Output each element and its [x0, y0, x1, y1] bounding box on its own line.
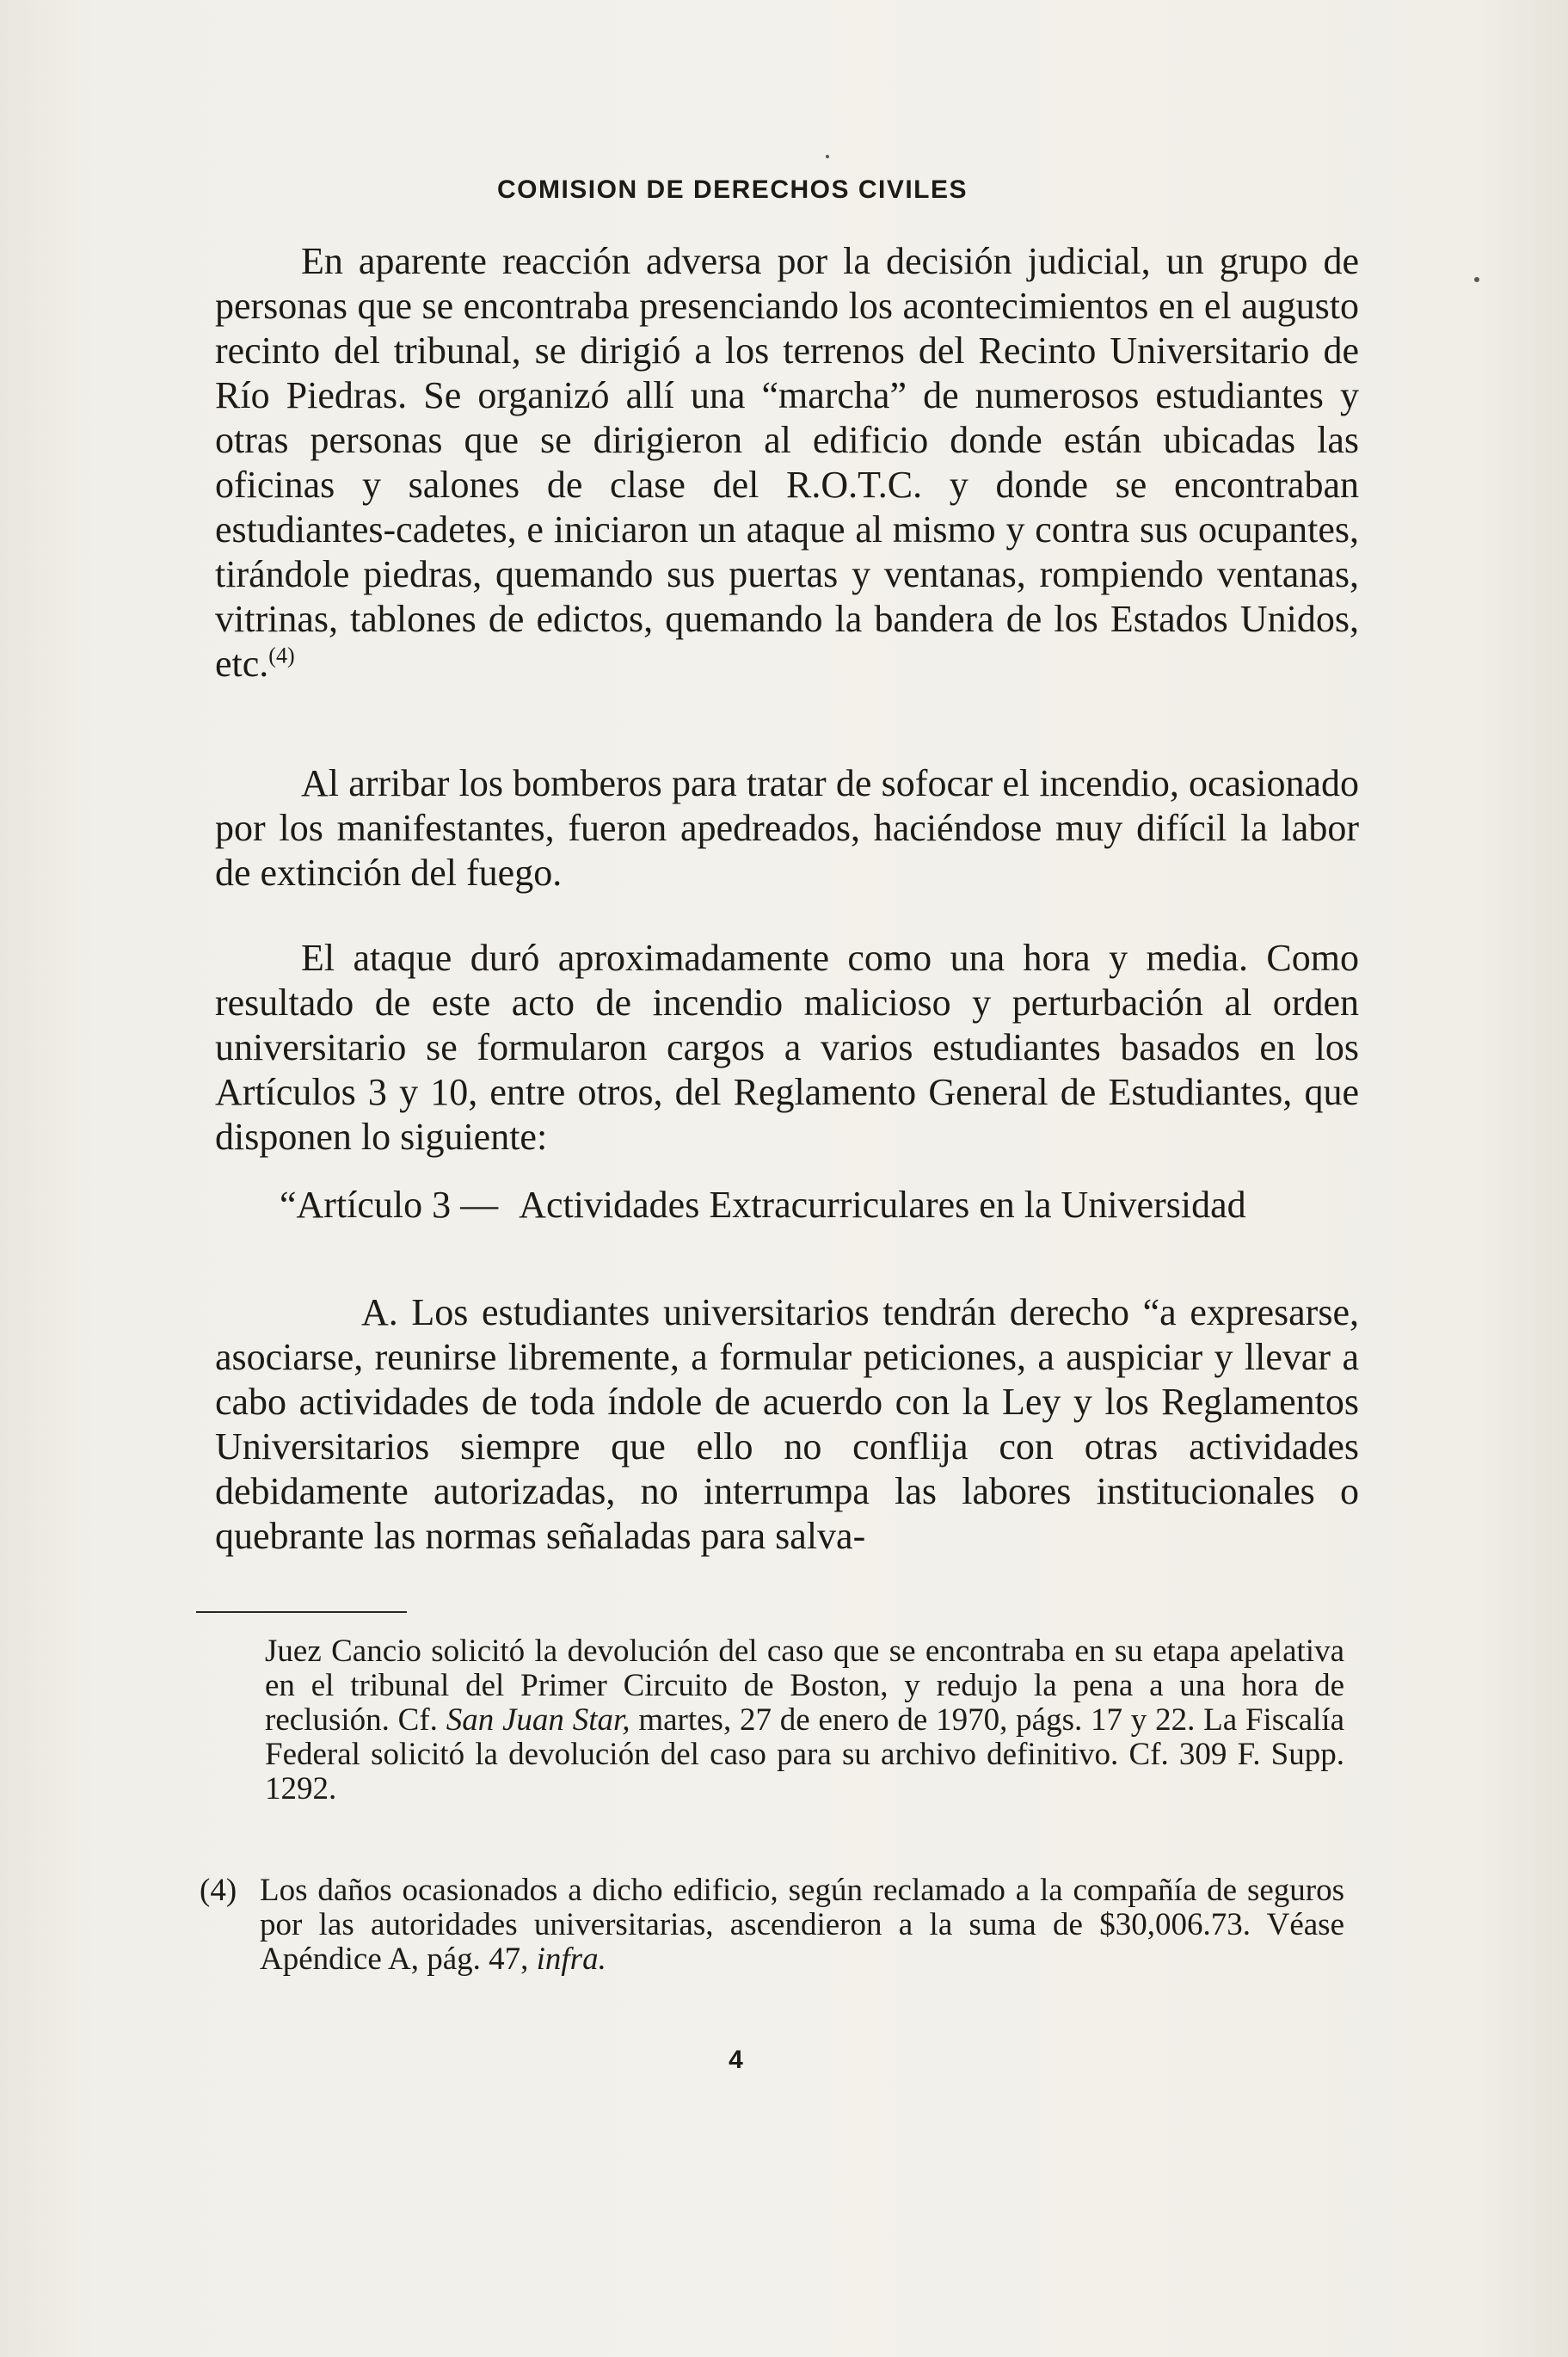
running-header: COMISION DE DERECHOS CIVILES	[496, 175, 968, 204]
footnote-reference-4: (4)	[268, 643, 295, 668]
page-number: 4	[729, 2046, 743, 2074]
article-paragraph-a: A. Los estudiantes universitarios tendrán derecho “a expresarse, asociarse, reunirse libremente, a formular peticiones, a auspiciar y llevar a cabo actividades de toda índole de acuerdo con la Ley y los Reglamentos Universitarios siempre que ello no conflija con otras actividades debidamente autorizadas, no interrumpa las labores institucionales o quebrante las normas señaladas para salva-	[215, 1291, 1359, 1557]
footnote-continuation-italic: San Juan Star,	[446, 1702, 630, 1738]
footnote-continuation-text-a: Juez Cancio solicitó la devolución del caso que se encontraba en su etapa apelativa en el tribunal del Primer Circuito de Boston, y redujo la pena a una hora de reclusión. Cf.	[265, 1634, 1344, 1738]
article-title: Actividades Extracurriculares en la Universidad	[519, 1184, 1246, 1226]
footnote-divider	[196, 1611, 407, 1613]
footnote-4	[200, 1874, 1344, 1977]
paragraph-1-text: En aparente reacción adversa por la decisión judicial, un grupo de personas que se encontraba presenciando los acontecimientos en el augusto recinto del tribunal, se dirigió a los terrenos del Recinto Universitario de Río Piedras. Se organizó allí una “marcha” de numerosos estudiantes y otras personas que se dirigieron al edificio donde están ubicadas las oficinas y salones de clase del R.O.T.C. y donde se encontraban estudiantes-cadetes, e iniciaron un ataque al mismo y contra sus ocupantes, tirándole piedras, quemando sus puertas y ventanas, rompiendo ventanas, vitrinas, tablones de edictos, quemando la bandera de los Estados Unidos, etc.	[215, 240, 1359, 685]
scan-speck	[1474, 277, 1479, 282]
footnote-continuation-text-b: martes, 27 de enero de 1970, págs. 17 y 22. La Fiscalía Federal solicitó la devolución del caso para su archivo definitivo. Cf. 309 F. Supp. 1292.	[265, 1702, 1345, 1806]
footnote-4-number: (4)	[200, 1873, 237, 1908]
paragraph-2: Al arribar los bomberos para tratar de sofocar el incendio, ocasionado por los manifestantes, fueron apedreados, haciéndose muy difícil la labor de extinción del fuego.	[215, 762, 1359, 894]
footnote-4-italic: infra.	[536, 1942, 606, 1977]
footnote-4-text: Los daños ocasionados a dicho edificio, según reclamado a la compañía de seguros por las autoridades universitarias, ascendieron a la suma de $30,006.73. Véase Apéndice A, pág. 47,	[260, 1873, 1344, 1977]
article-heading	[280, 1183, 1359, 1228]
paragraph-1	[215, 239, 1359, 686]
article-number: “Artículo 3 —	[280, 1184, 499, 1226]
scan-speck	[826, 155, 829, 158]
paragraph-3: El ataque duró aproximadamente como una hora y media. Como resultado de este acto de incendio malicioso y perturbación al orden universitario se formularon cargos a varios estudiantes basados en los Artículos 3 y 10, entre otros, del Reglamento General de Estudiantes, que disponen lo siguiente:	[215, 937, 1359, 1158]
footnote-4-body	[260, 1874, 1344, 1977]
footnote-continuation	[265, 1634, 1344, 1806]
